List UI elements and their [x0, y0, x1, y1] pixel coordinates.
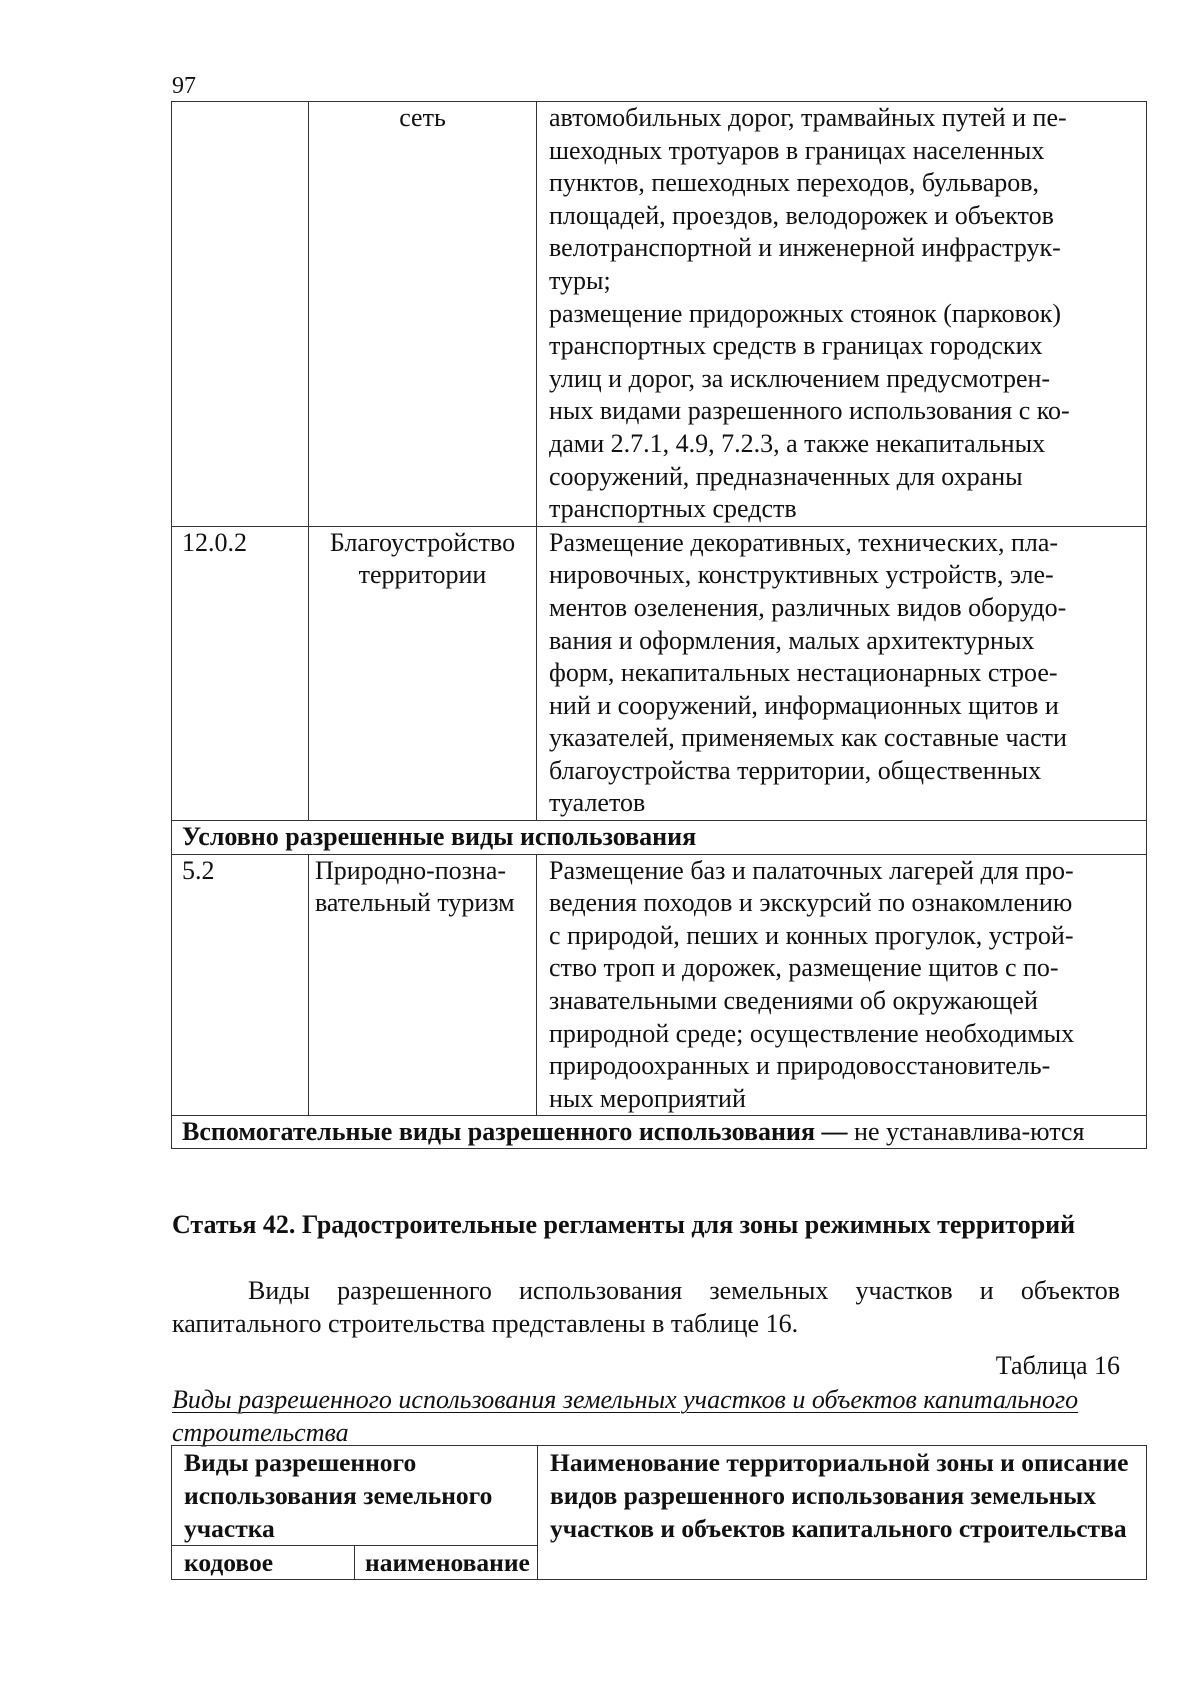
name-line: Природно-позна- — [315, 855, 507, 885]
land-use-table-continued — [171, 101, 1147, 1149]
article-intro: Виды разрешенного использования земельных участков и объектов капитального строительства представлены в таблице 16. — [172, 1276, 1120, 1338]
table-caption: Виды разрешенного использования земельных участков и объектов капитального строительства — [172, 1385, 1079, 1447]
name-cell: Благоустройство территории — [309, 526, 537, 820]
section-heading-conditional: Условно разрешенные виды использования — [172, 821, 1147, 855]
description-line: указателей, применяемых как составные части — [549, 723, 1067, 753]
description-line: размещение придорожных стоянок (парковок) — [549, 298, 1062, 328]
description-line: ний и сооружений, информационных щитов и — [549, 690, 1059, 720]
description-line: ведения походов и экскурсий по ознакомлению — [549, 888, 1073, 918]
code-cell — [172, 102, 309, 527]
description-line: ство троп и дорожек, размещение щитов с по- — [549, 953, 1059, 983]
name-cell — [309, 854, 537, 1116]
description-line: площадей, проездов, велодорожек и объектов — [549, 200, 1054, 230]
header-code: кодовое — [172, 1546, 355, 1580]
article-title: Статья 42. Градостроительные регламенты для зоны режимных территорий — [172, 1210, 1076, 1239]
description-line: нировочных, конструктивных устройств, эле- — [549, 560, 1054, 590]
description-line: форм, некапитальных нестационарных строе- — [549, 658, 1058, 688]
description-line: ных мероприятий — [549, 1083, 746, 1113]
description-line: туалетов — [549, 788, 646, 818]
page-number: 97 — [172, 73, 196, 99]
description-line: сооружений, предназначенных для охраны — [549, 461, 1023, 491]
description-line: шеходных тротуаров в границах населенных — [549, 135, 1045, 165]
table16-header — [171, 1445, 1147, 1580]
description-line: ментов озеленения, различных видов оборудо- — [549, 592, 1067, 622]
name-line: вательный туризм — [315, 888, 515, 918]
description-line: туры; — [549, 265, 611, 295]
description-line: велотранспортной и инженерной инфраструк- — [549, 233, 1061, 263]
description-line: вания и оформления, малых архитектурных — [549, 625, 1035, 655]
footer-row — [172, 1116, 1147, 1149]
description-line: транспортных средств в границах городских — [549, 331, 1043, 361]
description-line: автомобильных дорог, трамвайных путей и пе- — [549, 103, 1067, 132]
description-line: Размещение декоративных, технических, пла- — [549, 527, 1059, 557]
description-line: природной среде; осуществление необходимых — [549, 1018, 1075, 1048]
auxiliary-uses-text: не устанавлива-ются — [847, 1117, 1085, 1147]
description-line: ных видами разрешенного использования с ко- — [549, 396, 1070, 426]
description-line: пунктов, пешеходных переходов, бульваров, — [549, 168, 1040, 198]
description-line: улиц и дорог, за исключением предусмотрен- — [549, 363, 1051, 393]
header-name: наименование — [355, 1546, 538, 1580]
table-row — [172, 102, 1147, 527]
table-row — [172, 526, 1147, 820]
description-cell — [537, 526, 1147, 820]
description-line: благоустройства территории, общественных — [549, 755, 1042, 785]
header-permitted-uses: Виды разрешенного использования земельного участка — [172, 1446, 538, 1546]
table-label: Таблица 16 — [995, 1351, 1120, 1380]
header-zone-description: Наименование территориальной зоны и описание видов разрешенного использования земельных участков и объектов капитального строительства — [538, 1446, 1147, 1580]
name-cell: сеть — [309, 102, 537, 527]
description-line: знавательными сведениями об окружающей — [549, 986, 1038, 1016]
code-cell: 5.2 — [172, 854, 309, 1116]
table-row — [172, 854, 1147, 1116]
auxiliary-uses-note — [172, 1116, 1147, 1149]
description-cell — [537, 102, 1147, 527]
header-row — [172, 1446, 1147, 1546]
description-line: Размещение баз и палаточных лагерей для про- — [549, 855, 1074, 885]
description-line: природоохранных и природовосстановитель- — [549, 1051, 1051, 1081]
auxiliary-uses-title: Вспомогательные виды разрешенного использования — — [182, 1117, 848, 1147]
section-row — [172, 821, 1147, 855]
description-cell — [537, 854, 1147, 1116]
description-line: дами 2.7.1, 4.9, 7.2.3, а также некапитальных — [549, 428, 1046, 458]
code-cell: 12.0.2 — [172, 526, 309, 820]
description-line: транспортных средств — [549, 494, 797, 524]
description-line: с природой, пеших и конных прогулок, устрой- — [549, 920, 1074, 950]
